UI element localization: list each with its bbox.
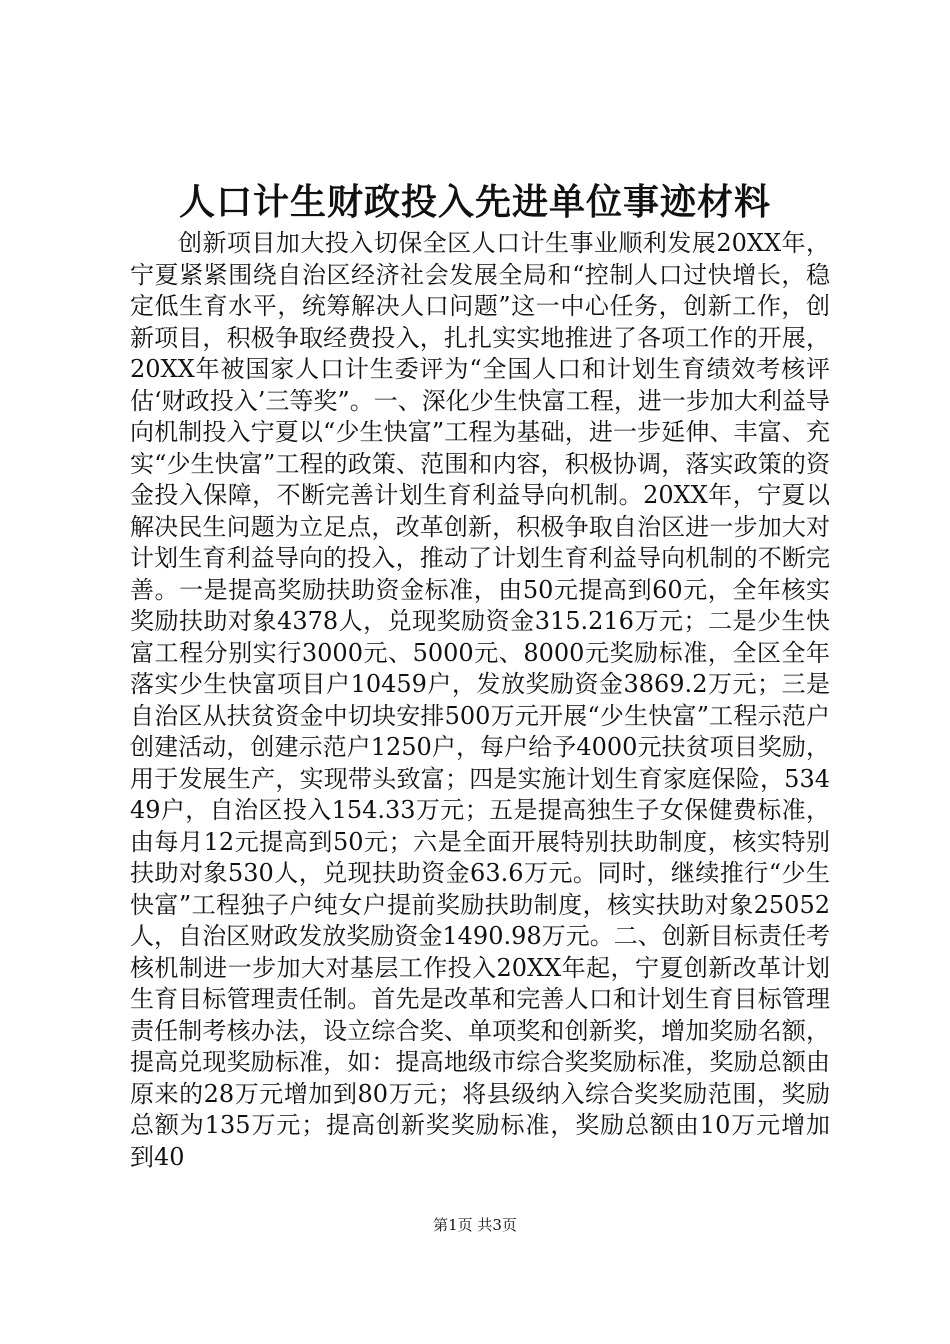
page-number: 第1页 共3页 (433, 1216, 517, 1234)
document-body: 创新项目加大投入切保全区人口计生事业顺利发展20XX年，宁夏紧紧围绕自治区经济社会发展全局和“控制人口过快增长，稳定低生育水平，统筹解决人口问题”这一中心任务，创新工作，创新项目，积极争取经费投入，扎扎实实地推进了各项工作的开展，20XX年被国家人口计生委评为“全国人口和计划生育绩效考核评估‘财政投入’三等奖”。一、深化少生快富工程，进一步加大利益导向机制投入宁夏以“少生快富”工程为基础，进一步延伸、丰富、充实“少生快富”工程的政策、范围和内容，积极协调，落实政策的资金投入保障，不断完善计划生育利益导向机制。20XX年，宁夏以解决民生问题为立足点，改革创新，积极争取自治区进一步加大对计划生育利益导向的投入，推动了计划生育利益导向机制的不断完善。一是提高奖励扶助资金标准，由50元提高到60元，全年核实奖励扶助对象4378人，兑现奖励资金315.216万元；二是少生快富工程分别实行3000元、5000元、8000元奖励标准，全区全年落实少生快富项目户10459户，发放奖励资金3869.2万元；三是自治区从扶贫资金中切块安排500万元开展“少生快富”工程示范户创建活动，创建示范户1250户，每户给予4000元扶贫项目奖励，用于发展生产，实现带头致富；四是实施计划生育家庭保险，53449户，自治区投入154.33万元；五是提高独生子女保健费标准，由每月12元提高到50元；六是全面开展特别扶助制度，核实特别扶助对象530人，兑现扶助资金63.6万元。同时，继续推行“少生快富”工程独子户纯女户提前奖励扶助制度，核实扶助对象25052人，自治区财政发放奖励资金1490.98万元。二、创新目标责任考核机制进一步加大对基层工作投入20XX年起，宁夏创新改革计划生育目标管理责任制。首先是改革和完善人口和计划生育目标管理责任制考核办法，设立综合奖、单项奖和创新奖，增加奖励名额，提高兑现奖励标准，如：提高地级市综合奖奖励标准，奖励总额由原来的28万元增加到80万元；将县级纳入综合奖奖励范围，奖励总额为135万元；提高创新奖奖励标准，奖励总额由10万元增加到40 (130, 229, 830, 1171)
document-title: 人口计生财政投入先进单位事迹材料 (178, 181, 771, 223)
